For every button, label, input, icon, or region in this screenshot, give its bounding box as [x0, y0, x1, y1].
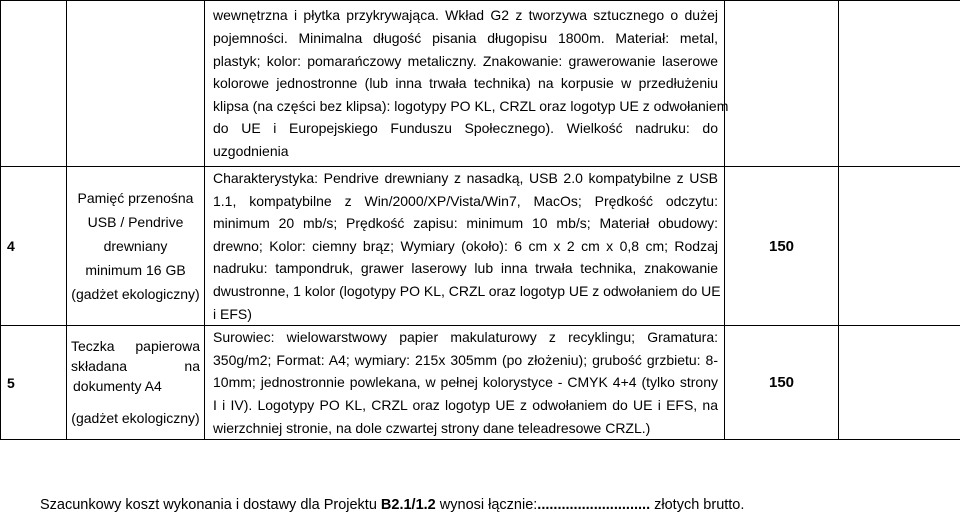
table-row	[1, 326, 960, 440]
description-line: i EFS)	[213, 305, 252, 322]
item-name-cell	[67, 1, 205, 167]
item-name-line: (gadżet ekologiczny)	[71, 286, 200, 303]
description-line: Surowiec: wielowarstwowy papier makulaturowy z recyklingu; Gramatura:	[213, 329, 718, 346]
item-description-cell	[205, 167, 725, 326]
item-name-line: Teczka papierowa	[71, 337, 200, 354]
footer-prefix: Szacunkowy koszt wykonania i dostawy dla Projektu	[40, 497, 381, 513]
row-number-cell: 4	[1, 167, 67, 326]
description-line: minimum 20 mb/s; Prędkość zapisu: minimum 10 mb/s; Materiał obudowy:	[213, 215, 718, 232]
description-line: wierzchniej stronie, na dole czwartej strony dane teleadresowe CRZL.)	[213, 419, 651, 436]
item-name-line: drewniany	[103, 238, 168, 255]
row-number-cell: 5	[1, 326, 67, 440]
description-line: pojemności. Minimalna długość pisania długopisu 1800m. Materiał: metal,	[213, 30, 718, 47]
description-line: 350g/m2; Format: A4; wymiary: 215x 305mm (po złożeniu); grubość grzbietu: 8-	[213, 351, 718, 368]
description-line: 10mm; jednostronnie powlekana, w pełnej kolorystyce - CMYK 4+4 (tylko strony	[213, 374, 718, 391]
description-line: kolorowe jednostronne (lub inna trwała technika) na korpusie w przedłużeniu	[213, 75, 718, 92]
description-line: I i IV). Logotypy PO KL, CRZL oraz logotyp UE z odwołaniem do UE i EFS, na	[213, 396, 718, 413]
project-code: B2.1/1.2	[380, 497, 436, 513]
item-description-cell	[205, 1, 729, 167]
extra-cell	[839, 326, 960, 440]
description-line: uzgodnienia	[213, 142, 289, 159]
description-line: nadruku: tampondruk, grawer laserowy lub inna trwała technika, znakowanie	[213, 260, 718, 277]
footer-middle: wynosi łącznie:	[435, 497, 538, 513]
description-line: wewnętrzna i płytka przykrywająca. Wkład G2 z tworzywa sztucznego o dużej	[213, 7, 718, 24]
row-number-cell	[1, 1, 67, 167]
footer-suffix: złotych brutto.	[650, 497, 745, 513]
extra-cell	[839, 1, 960, 167]
item-description-cell	[205, 326, 725, 440]
description-line: dwustronne, 1 kolor (logotypy PO KL, CRZL oraz logotyp UE z odwołaniem do UE	[213, 282, 721, 299]
total-cost-statement	[40, 497, 744, 513]
table-row	[1, 1, 960, 167]
description-line: do UE i Europejskiego Funduszu Społecznego). Wielkość nadruku: do	[213, 120, 718, 137]
amount-placeholder: ............................	[537, 497, 651, 513]
quantity-cell: 150	[725, 167, 839, 326]
item-name-line: USB / Pendrive	[87, 214, 184, 231]
item-name-line: Pamięć przenośna	[77, 190, 194, 207]
quantity-cell: 150	[725, 326, 839, 440]
item-name-line: dokumenty A4	[73, 377, 162, 394]
quantity-cell	[725, 1, 839, 167]
description-line: Charakterystyka: Pendrive drewniany z nasadką, USB 2.0 kompatybilne z USB	[213, 170, 718, 186]
item-name-cell	[67, 326, 205, 440]
description-line: 1.1, kompatybilne z Win/2000/XP/Vista/Win7, MacOs; Prędkość odczytu:	[213, 192, 718, 209]
description-line: klipsa (na części bez klipsa): logotypy PO KL, CRZL oraz logotyp UE z odwołaniem	[213, 97, 729, 114]
description-line: drewno; Kolor: ciemny brąz; Wymiary (około): 6 cm x 2 cm x 0,8 cm; Rodzaj	[213, 237, 718, 254]
item-name-cell	[67, 167, 205, 326]
table-row	[1, 167, 960, 326]
item-name-line: minimum 16 GB	[85, 262, 186, 279]
description-line: plastyk; kolor: pomarańczowy metaliczny. Znakowanie: grawerowanie laserowe	[213, 52, 718, 69]
item-name-line: (gadżet ekologiczny)	[71, 409, 200, 426]
extra-cell	[839, 167, 960, 326]
item-name-line: składana na	[71, 357, 200, 374]
